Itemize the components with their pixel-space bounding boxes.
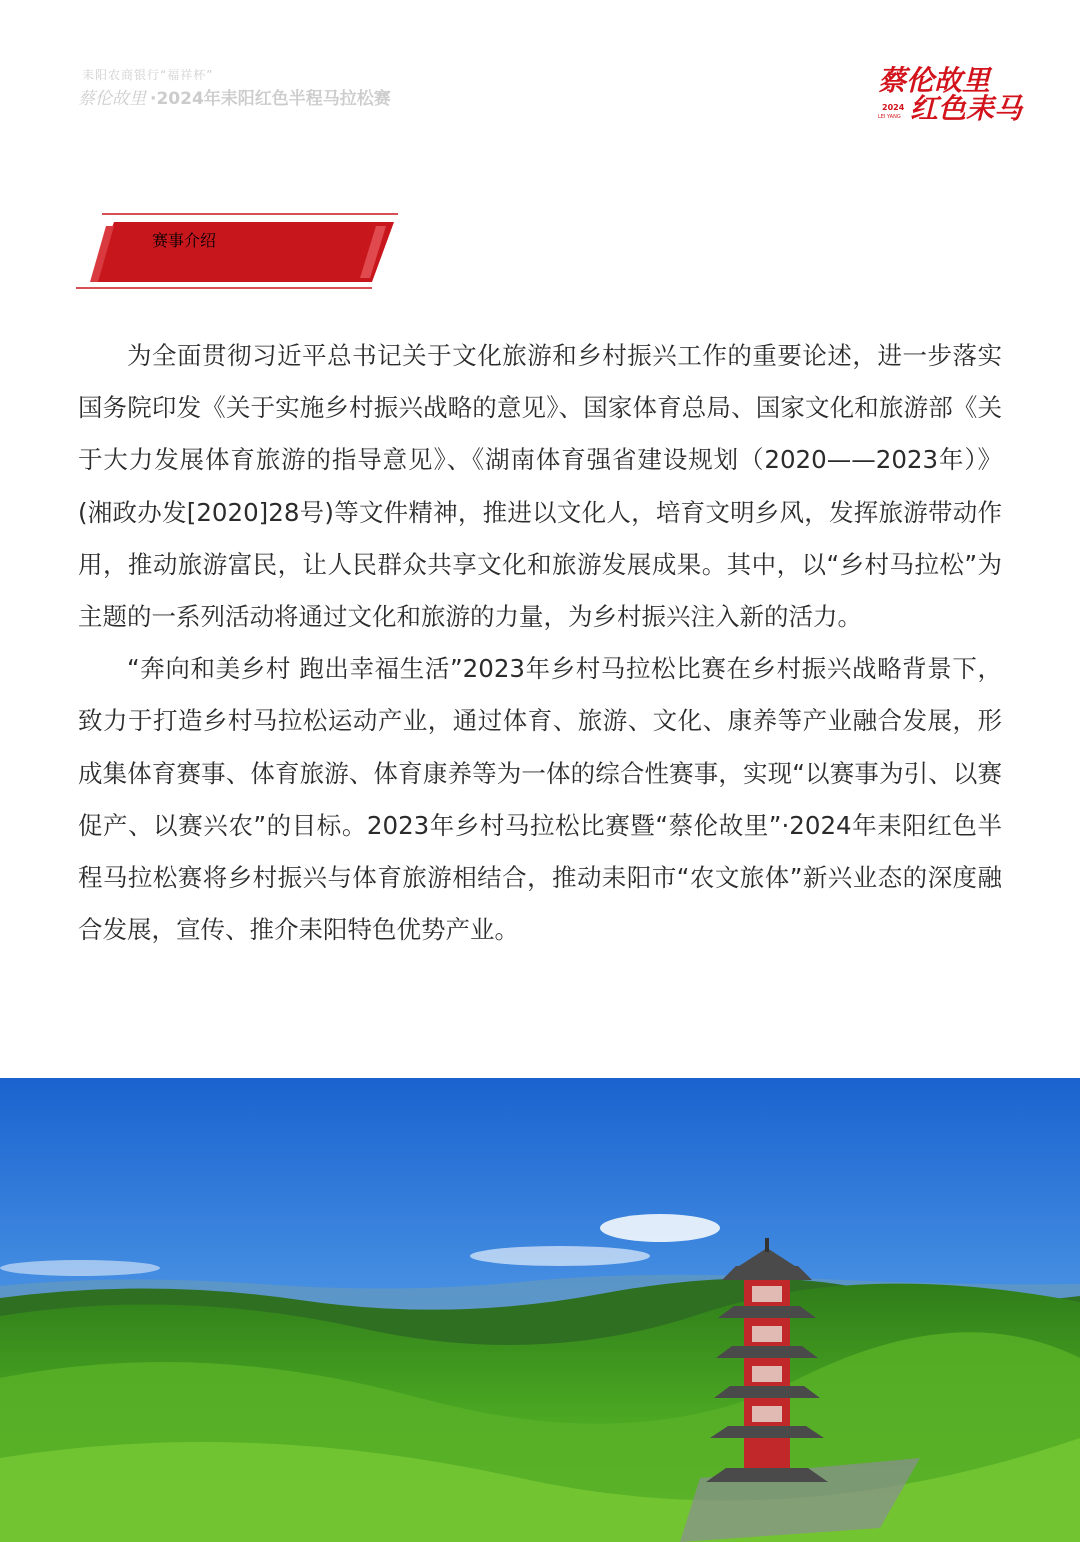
header-brand-script: 蔡伦故里 — [78, 89, 146, 109]
logo-line2: 红色耒马 — [910, 92, 1023, 125]
header-subtitle: 耒阳农商银行“福祥杯” — [82, 68, 214, 82]
event-logo — [870, 58, 1023, 128]
intro-paragraph-1: 为全面贯彻习近平总书记关于文化旅游和乡村振兴工作的重要论述，进一步落实国务院印发《关于实施乡村振兴战略的意见》、国家体育总局、国家文化和旅游部《关于大力发展体育旅游的指导意见》、《湖南体育强省建设规划（2020——2023年）》(湘政办发[2020]28号)等文件精神，推进以文化人，培育文明乡风，发挥旅游带动作用，推动旅游富民，让人民群众共享文化和旅游发展成果。其中，以“乡村马拉松”为主题的一系列活动将通过文化和旅游的力量，为乡村振兴注入新的活力。 — [78, 341, 1002, 632]
landscape-photo — [0, 1078, 1080, 1542]
intro-paragraph-2: “奔向和美乡村 跑出幸福生活”2023年乡村马拉松比赛在乡村振兴战略背景下，致力于打造乡村马拉松运动产业，通过体育、旅游、文化、康养等产业融合发展，形成集体育赛事、体育旅游、体育康养等为一体的综合性赛事，实现“以赛事为引、以赛促产、以赛兴农”的目标。2023年乡村马拉松比赛暨“蔡伦故里”·2024年耒阳红色半程马拉松赛将乡村振兴与体育旅游相结合，推动耒阳市“农文旅体”新兴业态的深度融合发展，宣传、推介耒阳特色优势产业。 — [78, 654, 1002, 945]
logo-year: 2024 — [882, 103, 905, 112]
intro-content — [78, 330, 1002, 956]
header-title-line — [78, 84, 391, 109]
header-title: ·2024年耒阳红色半程马拉松赛 — [150, 89, 391, 109]
logo-line1: 蔡伦故里 — [878, 64, 991, 97]
logo-small-text: LEI YANG — [878, 114, 901, 120]
section-title: 赛事介绍 — [152, 231, 217, 250]
section-title-banner — [76, 212, 400, 292]
